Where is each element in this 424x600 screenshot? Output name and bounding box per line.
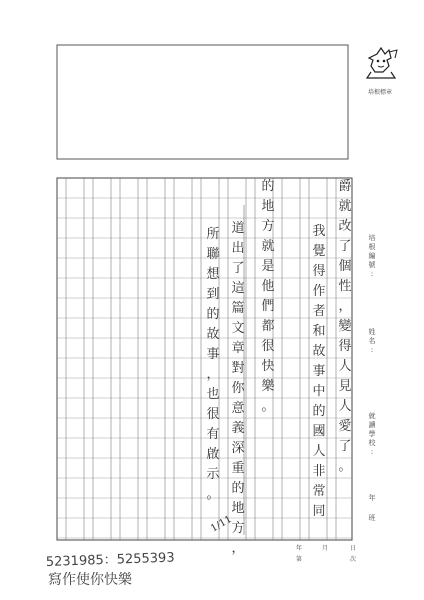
essay-char: 得: [338, 339, 352, 354]
class-no-label: :: [370, 270, 374, 278]
essay-char: 方: [231, 521, 245, 536]
essay-char: 聯: [206, 247, 220, 262]
essay-char: 和: [312, 324, 326, 339]
slogan: 寫作使你快樂: [48, 572, 132, 588]
essay-char: 樂: [261, 379, 275, 394]
school-label: 校: [368, 439, 376, 447]
class-unit-label: 班: [368, 514, 376, 522]
essay-char: 人: [312, 444, 326, 459]
name-label: 姓: [368, 328, 376, 336]
class-no-label: 根: [368, 243, 376, 251]
essay-char: ，: [338, 299, 352, 314]
essay-char: 你: [231, 381, 245, 396]
essay-char: 事: [312, 364, 326, 379]
essay-char: ，: [231, 541, 245, 556]
year-label: 年: [296, 545, 303, 552]
month-label: 月: [322, 545, 329, 552]
essay-char: 就: [338, 199, 352, 214]
essay-char: 了: [231, 261, 245, 276]
essay-char: 中: [312, 384, 326, 399]
essay-char: 爵: [338, 179, 352, 194]
school-label: 學: [368, 430, 376, 438]
essay-char: 了: [338, 439, 352, 454]
essay-char: 覺: [312, 244, 326, 259]
essay-char: 了: [338, 239, 352, 254]
school-label: 讀: [368, 421, 376, 429]
essay-char: 地: [231, 501, 245, 516]
essay-char: 國: [312, 424, 326, 439]
essay-char: 得: [312, 264, 326, 279]
essay-char: 非: [312, 464, 326, 479]
essay-char: 故: [312, 344, 326, 359]
essay-char: 。: [338, 459, 352, 474]
essay-char: 意: [231, 401, 245, 416]
essay-char: 地: [261, 199, 275, 214]
logo-caption: 培根標章: [367, 89, 393, 96]
essay-char: 愛: [338, 419, 352, 434]
essay-char: 對: [231, 361, 245, 376]
seq-label: 第: [296, 556, 303, 563]
essay-char: 的: [231, 481, 245, 496]
essay-char: 的: [206, 307, 220, 322]
essay-char: 性: [338, 279, 352, 294]
essay-char: 是: [261, 259, 275, 274]
teacher-comment-box: [57, 45, 348, 159]
essay-char: 章: [231, 341, 245, 356]
essay-char: 方: [261, 219, 275, 234]
essay-char: 同: [312, 504, 326, 519]
essay-char: 們: [261, 299, 275, 314]
essay-char: 重: [231, 461, 245, 476]
essay-char: 就: [261, 239, 275, 254]
essay-char: 人: [338, 399, 352, 414]
essay-char: 的: [261, 179, 275, 194]
essay-char: 篇: [231, 301, 245, 316]
class-no-label: 培: [368, 234, 376, 242]
essay-char: 也: [206, 387, 220, 402]
class-no-label: 號: [368, 261, 376, 269]
essay-char: 變: [338, 319, 352, 334]
essay-char: 義: [231, 421, 245, 436]
essay-char: 文: [231, 321, 245, 336]
essay-char: 所: [206, 227, 220, 242]
essay-char: 者: [312, 304, 326, 319]
mascot-icon: [367, 48, 397, 78]
essay-char: 作: [312, 284, 326, 299]
essay-char: 故: [206, 327, 220, 342]
essay-char: 到: [206, 287, 220, 302]
student-info: [369, 233, 377, 522]
essay-char: 啟: [206, 447, 220, 462]
essay-char: 出: [231, 241, 245, 256]
date-footer: [296, 544, 356, 563]
essay-char: 很: [206, 407, 220, 422]
essay-char: 道: [231, 221, 245, 236]
essay-char: 想: [206, 267, 220, 282]
essay-char: 我: [312, 224, 326, 239]
phone-number: 5231985：5255393: [45, 550, 175, 570]
essay-char: 有: [206, 427, 220, 442]
essay-char: 個: [338, 259, 352, 274]
essay-char: 示: [206, 467, 220, 482]
essay-char: 。: [261, 399, 275, 414]
page-mark: 1/11: [209, 513, 234, 535]
writing-grid: [57, 178, 352, 540]
name-label: 名: [368, 337, 376, 345]
essay-char: 快: [261, 359, 275, 374]
essay-char: 人: [338, 359, 352, 374]
essay-char: 事: [206, 347, 220, 362]
name-label: :: [370, 346, 374, 354]
essay-char: 都: [261, 319, 275, 334]
essay-char: 見: [338, 379, 352, 394]
essay-char: 的: [312, 404, 326, 419]
class-no-label: 編: [368, 252, 376, 260]
day-label: 日: [350, 545, 357, 552]
essay-char: 改: [338, 219, 352, 234]
essay-char: 深: [231, 441, 245, 456]
essay-char: 很: [261, 339, 275, 354]
grade-label: 年: [368, 494, 376, 502]
times-label: 次: [350, 556, 357, 563]
school-label: 就: [368, 412, 376, 420]
grid-border: [57, 178, 352, 540]
school-label: :: [370, 448, 374, 456]
essay-char: ，: [206, 367, 220, 382]
essay-char: 。: [206, 487, 220, 502]
essay-char: 常: [312, 484, 326, 499]
essay-char: 他: [261, 279, 275, 294]
essay-char: 這: [231, 281, 245, 296]
